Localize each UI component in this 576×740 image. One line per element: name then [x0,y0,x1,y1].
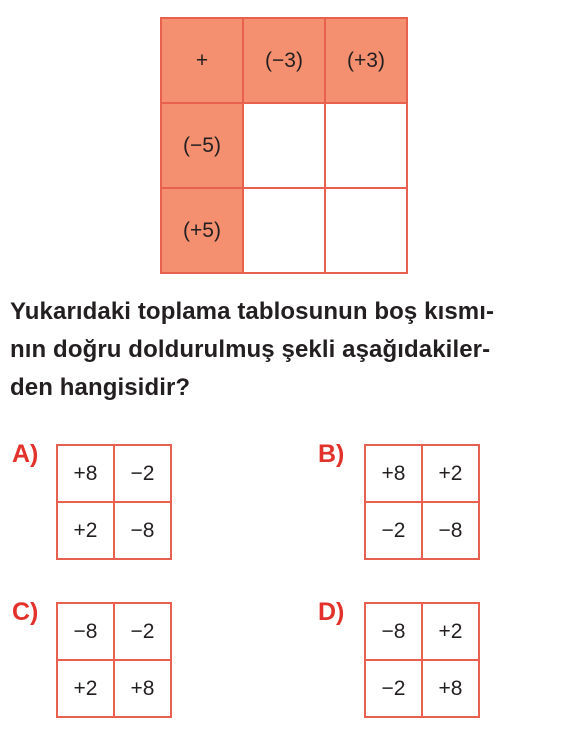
table-corner-cell: + [161,18,243,103]
option-cell: +8 [365,445,422,502]
row-header-cell: (+5) [161,188,243,273]
option-cell: −2 [114,445,171,502]
option-cell: +2 [57,502,114,559]
option-cell: −2 [365,502,422,559]
row-header-cell: (−5) [161,103,243,188]
col-header-cell: (+3) [325,18,407,103]
col-header-cell: (−3) [243,18,325,103]
option-cell: +8 [422,660,479,717]
option-cell: +8 [57,445,114,502]
option-b-grid[interactable] [364,444,480,560]
option-cell: +2 [422,603,479,660]
option-cell: +8 [114,660,171,717]
question-line: den hangisidir? [10,374,191,401]
option-cell: −2 [365,660,422,717]
option-b-label[interactable]: B) [318,440,345,468]
option-cell: −8 [365,603,422,660]
option-cell: +2 [422,445,479,502]
empty-cell [243,188,325,273]
option-a-grid[interactable] [56,444,172,560]
option-c-label[interactable]: C) [12,598,39,626]
question-line: nın doğru doldurulmuş şekli aşağıdakiler- [10,336,491,363]
addition-table [160,17,408,274]
empty-cell [325,103,407,188]
option-d-label[interactable]: D) [318,598,345,626]
empty-cell [325,188,407,273]
option-cell: −8 [57,603,114,660]
option-cell: −8 [114,502,171,559]
empty-cell [243,103,325,188]
option-a-label[interactable]: A) [12,440,39,468]
option-cell: −2 [114,603,171,660]
question-line: Yukarıdaki toplama tablosunun boş kısmı- [10,298,495,325]
option-cell: +2 [57,660,114,717]
question-text [10,293,570,407]
option-d-grid[interactable] [364,602,480,718]
option-cell: −8 [422,502,479,559]
option-c-grid[interactable] [56,602,172,718]
